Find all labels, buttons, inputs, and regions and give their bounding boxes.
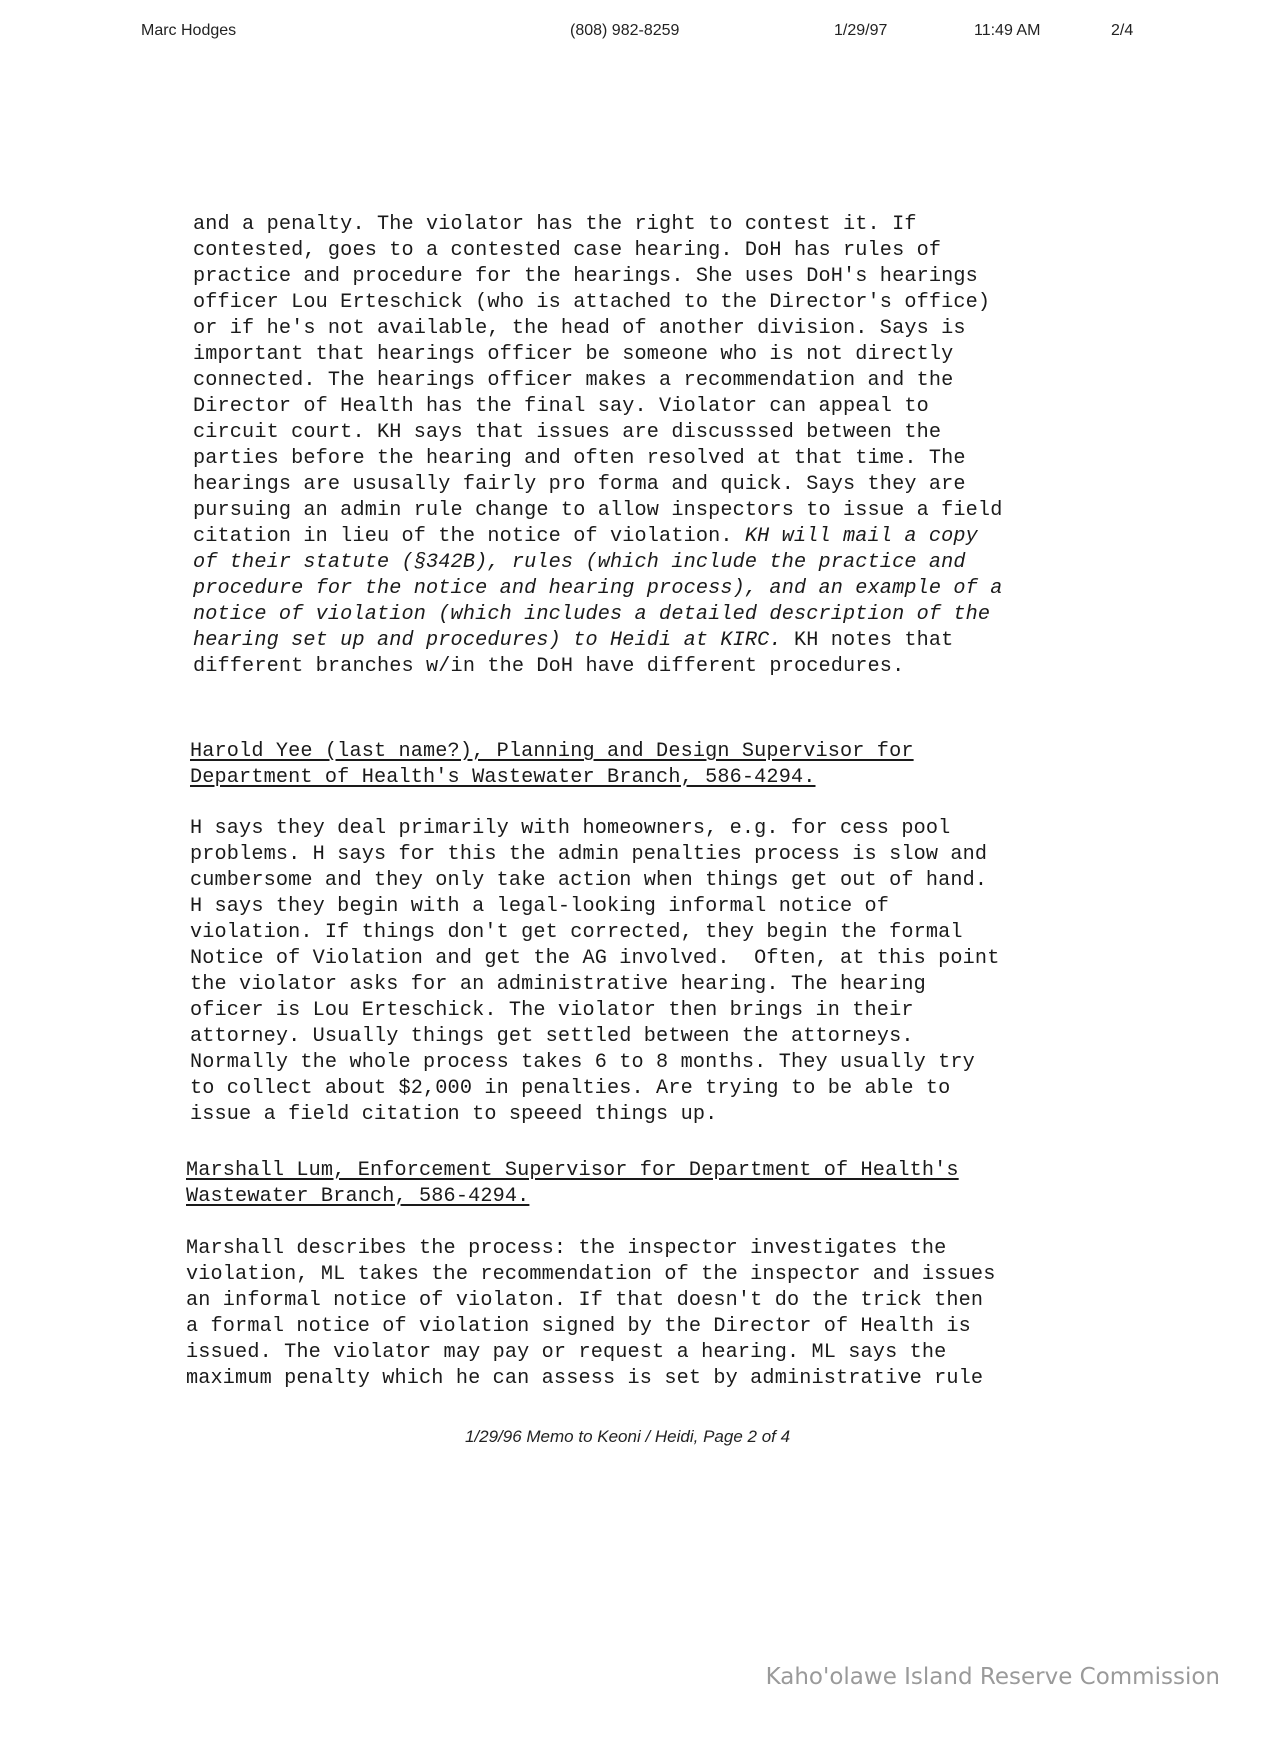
heading-line: Marshall Lum, Enforcement Supervisor for Department of Health's [186, 1159, 959, 1182]
text-line: cumbersome and they only take action when things get out of hand. [190, 869, 988, 892]
text-line: maximum penalty which he can assess is set by administrative rule [186, 1367, 984, 1390]
text-line: pursuing an admin rule change to allow inspectors to issue a field [193, 499, 1003, 522]
text-line: violation, ML takes the recommendation of the inspector and issues [186, 1263, 996, 1286]
text-line-mixed [193, 524, 1073, 550]
text-line: parties before the hearing and often resolved at that time. The [193, 447, 966, 470]
text-line: Normally the whole process takes 6 to 8 months. They usually try [190, 1051, 975, 1074]
fax-header [0, 22, 1275, 46]
italic-line: of their statute (§342B), rules (which include the practice and [193, 551, 966, 574]
text-line: Marshall describes the process: the inspector investigates the [186, 1237, 947, 1260]
text-line: Notice of Violation and get the AG involved. Often, at this point [190, 947, 1000, 970]
text-line: and a penalty. The violator has the right to contest it. If [193, 213, 917, 236]
watermark: Kaho'olawe Island Reserve Commission [765, 1664, 1220, 1690]
fax-page-number: 2/4 [1111, 22, 1134, 39]
text-line: problems. H says for this the admin penalties process is slow and [190, 843, 988, 866]
text-segment: citation in lieu of the notice of violation. [193, 525, 745, 548]
text-line: circuit court. KH says that issues are discusssed between the [193, 421, 942, 444]
footer-text: 1/29/96 Memo to Keoni / Heidi, Page 2 of 4 [464, 1427, 791, 1446]
paragraph-harold-yee [190, 816, 1070, 1128]
text-line: H says they begin with a legal-looking informal notice of [190, 895, 890, 918]
paragraph-kh-notes [193, 212, 1073, 680]
text-line: officer Lou Erteschick (who is attached to the Director's office) [193, 291, 991, 314]
heading-line: Harold Yee (last name?), Planning and Design Supervisor for [190, 740, 914, 763]
fax-sender: Marc Hodges [141, 22, 237, 39]
italic-segment: KH will mail a copy [744, 525, 978, 548]
text-line: issued. The violator may pay or request a hearing. ML says the [186, 1341, 947, 1364]
text-line: an informal notice of violaton. If that doesn't do the trick then [186, 1289, 984, 1312]
text-line: important that hearings officer be someone who is not directly [193, 343, 954, 366]
text-line: or if he's not available, the head of another division. Says is [193, 317, 966, 340]
text-line: to collect about $2,000 in penalties. Are trying to be able to [190, 1077, 951, 1100]
text-line: oficer is Lou Erteschick. The violator then brings in their [190, 999, 914, 1022]
fax-time: 11:49 AM [974, 22, 1041, 39]
italic-line: procedure for the notice and hearing process), and an example of a [193, 577, 1003, 600]
heading-line: Department of Health's Wastewater Branch, 586-4294. [190, 766, 816, 789]
text-line: the violator asks for an administrative hearing. The hearing [190, 973, 926, 996]
fax-phone: (808) 982-8259 [570, 22, 680, 39]
heading-line: Wastewater Branch, 586-4294. [186, 1185, 530, 1208]
page-footer [0, 1427, 1275, 1447]
text-line: different branches w/in the DoH have different procedures. [193, 655, 905, 678]
text-line: practice and procedure for the hearings. She uses DoH's hearings [193, 265, 978, 288]
text-line: connected. The hearings officer makes a recommendation and the [193, 369, 954, 392]
text-segment: KH notes that [781, 629, 954, 652]
text-line-mixed [193, 628, 1073, 654]
text-line: issue a field citation to speeed things up. [190, 1103, 718, 1126]
text-line: a formal notice of violation signed by the Director of Health is [186, 1315, 971, 1338]
fax-date: 1/29/97 [834, 22, 888, 39]
paragraph-marshall-lum [186, 1236, 1066, 1392]
text-line: contested, goes to a contested case hearing. DoH has rules of [193, 239, 942, 262]
text-line: hearings are ususally fairly pro forma and quick. Says they are [193, 473, 966, 496]
text-line: attorney. Usually things get settled between the attorneys. [190, 1025, 914, 1048]
text-line: H says they deal primarily with homeowners, e.g. for cess pool [190, 817, 951, 840]
heading-harold-yee [190, 739, 1070, 791]
heading-marshall-lum [186, 1158, 1066, 1210]
italic-line: notice of violation (which includes a detailed description of the [193, 603, 991, 626]
text-line: Director of Health has the final say. Violator can appeal to [193, 395, 929, 418]
text-line: violation. If things don't get corrected, they begin the formal [190, 921, 963, 944]
italic-segment: hearing set up and procedures) to Heidi at KIRC. [193, 629, 782, 652]
